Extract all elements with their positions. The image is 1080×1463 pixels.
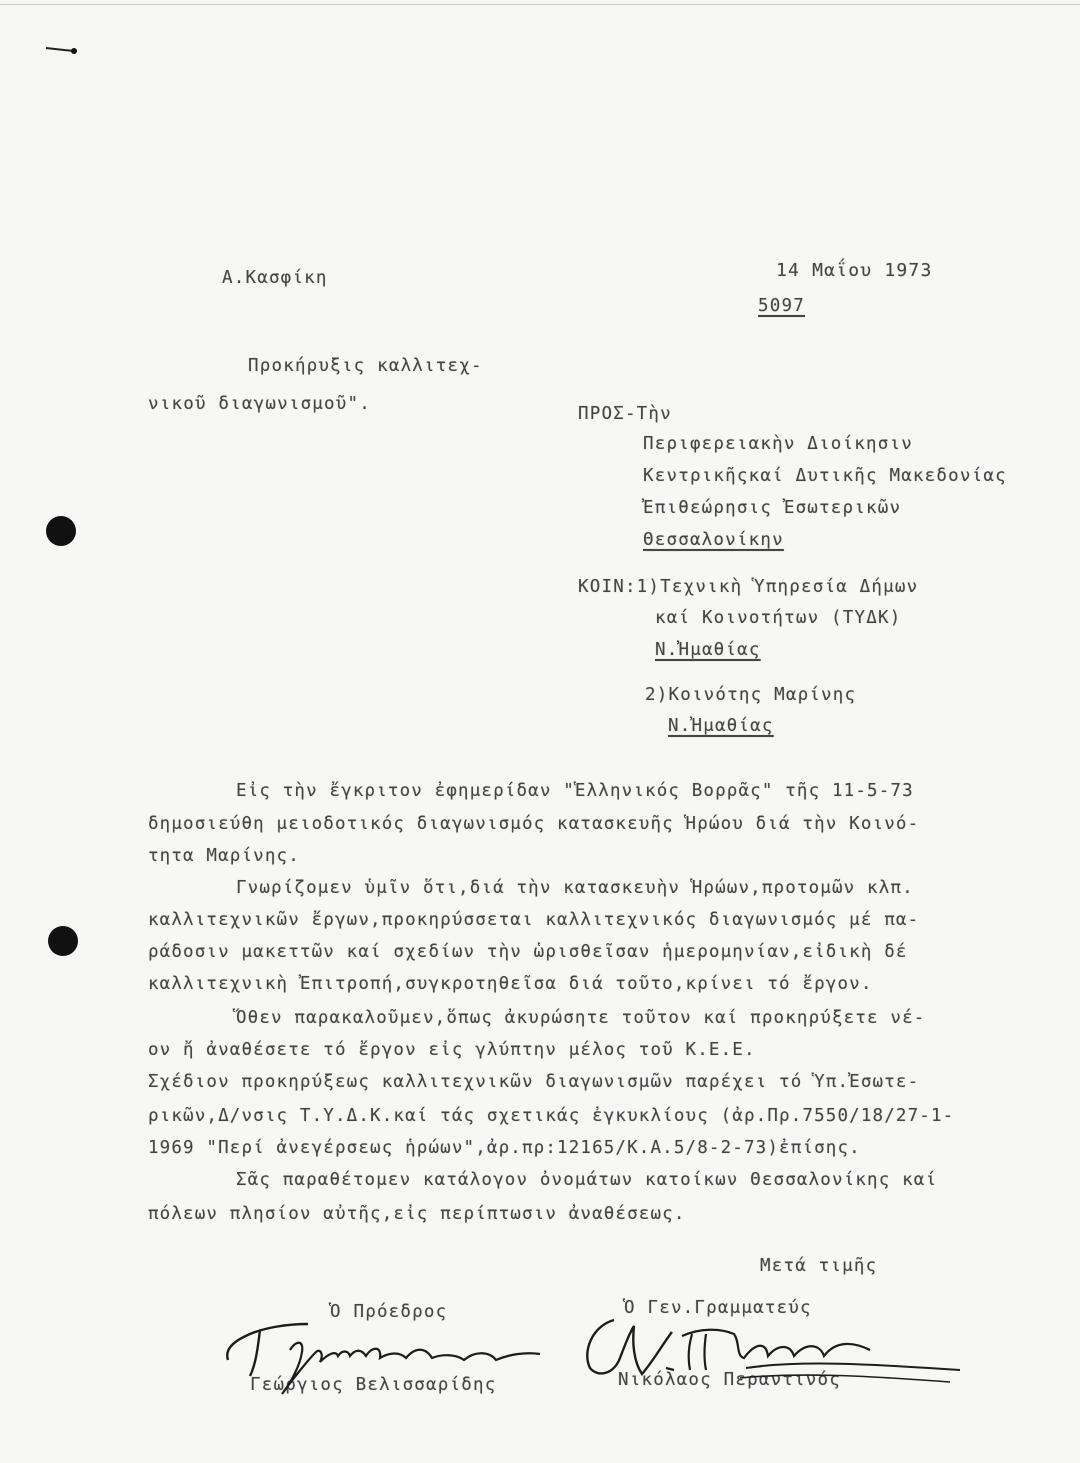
- body-line-2: δημοσιεύθη μειοδοτικός διαγωνισμός κατασκευῆς Ἡρώου διά τὴν Κοινό-: [148, 814, 920, 834]
- protocol-number: 5097: [758, 296, 805, 316]
- body-line-4: Γνωρίζομεν ὑμῖν ὅτι,διά τὴν κατασκευὴν Ἡρώων,προτομῶν κλπ.: [236, 878, 914, 898]
- body-line-10: Σχέδιον προκηρύξεως καλλιτεχνικῶν διαγωνισμῶν παρέχει τό Ὑπ.Ἐσωτε-: [148, 1072, 920, 1092]
- right-handwritten-signature: [570, 1312, 970, 1392]
- koin-line-5: Ν.Ἠμαθίας: [668, 716, 774, 736]
- punch-hole-bottom: [48, 926, 78, 956]
- body-line-7: καλλιτεχνικὴ Ἐπιτροπή,συγκροτηθεῖσα διά τοῦτο,κρίνει τό ἔργον.: [148, 974, 873, 994]
- body-line-11: ρικῶν,Δ/νσις Τ.Υ.Δ.Κ.καί τάς σχετικάς ἐγκυκλίους (ἀρ.Πρ.7550/18/27-1-: [148, 1106, 955, 1126]
- left-reference: Α.Κασφίκη: [222, 268, 328, 288]
- recipient-line-3: Ἐπιθεώρησις Ἐσωτερικῶν: [643, 498, 902, 518]
- left-signatory-title: Ὁ Πρόεδρος: [330, 1302, 448, 1322]
- closing: Μετά τιμῆς: [760, 1256, 878, 1276]
- left-handwritten-signature: [220, 1310, 580, 1400]
- recipient-line-4: Θεσσαλονίκην: [643, 530, 784, 550]
- koin-line-3: Ν.Ἠμαθίας: [655, 640, 761, 660]
- body-line-13: Σᾶς παραθέτομεν κατάλογον ὀνομάτων κατοίκων Θεσσαλονίκης καί: [236, 1170, 938, 1190]
- body-line-1: Εἰς τὴν ἔγκριτον ἐφημερίδαν "Ἑλληνικός Βορρᾶς" τῆς 11-5-73: [236, 781, 914, 801]
- right-signatory-title: Ὁ Γεν.Γραμματεύς: [624, 1298, 812, 1318]
- right-signatory-name: Νικόλαος Περαντινός: [618, 1370, 841, 1390]
- left-signatory-name: Γεώργιος Βελισσαρίδης: [250, 1375, 497, 1395]
- body-line-12: 1969 "Περί ἀνεγέρσεως ἡρώων",ἀρ.πρ:12165/Κ.Α.5/8-2-73)ἐπίσης.: [148, 1138, 861, 1158]
- body-line-3: τητα Μαρίνης.: [148, 846, 300, 866]
- body-line-5: καλλιτεχνικῶν ἔργων,προκηρύσσεται καλλιτεχνικός διαγωνισμός μέ πα-: [148, 910, 920, 930]
- subject-line-2: νικοῦ διαγωνισμοῦ".: [148, 394, 371, 414]
- koin-line-2: καί Κοινοτήτων (ΤΥΔΚ): [655, 608, 902, 628]
- ink-mark: [44, 42, 78, 56]
- punch-hole-top: [46, 516, 76, 546]
- body-line-6: ράδοσιν μακεττῶν καί σχεδίων τὴν ὡρισθεῖσαν ἡμερομηνίαν,εἰδικὴ δέ: [148, 942, 908, 962]
- body-line-8: Ὅθεν παρακαλοῦμεν,ὅπως ἀκυρώσητε τοῦτον καί προκηρύξετε νέ-: [236, 1008, 926, 1028]
- scan-edge-line: [0, 4, 1080, 5]
- pros-label: ΠΡΟΣ-Τὴν: [578, 404, 672, 424]
- koin-line-4: 2)Κοινότης Μαρίνης: [645, 685, 857, 705]
- subject-line-1: Προκήρυξις καλλιτεχ-: [248, 356, 483, 376]
- recipient-line-2: Κεντρικῆςκαί Δυτικῆς Μακεδονίας: [643, 466, 1007, 486]
- body-line-14: πόλεων πλησίον αὐτῆς,εἰς περίπτωσιν ἀναθέσεως.: [148, 1204, 686, 1224]
- letter-date: 14 Μαΐου 1973: [776, 260, 933, 281]
- recipient-line-1: Περιφερειακὴν Διοίκησιν: [643, 434, 913, 454]
- koin-line-1: ΚΟΙΝ:1)Τεχνικὴ Ὑπηρεσία Δήμων: [578, 577, 919, 597]
- body-line-9: ον ἤ ἀναθέσετε τό ἔργον εἰς γλύπτην μέλος τοῦ Κ.Ε.Ε.: [148, 1040, 756, 1060]
